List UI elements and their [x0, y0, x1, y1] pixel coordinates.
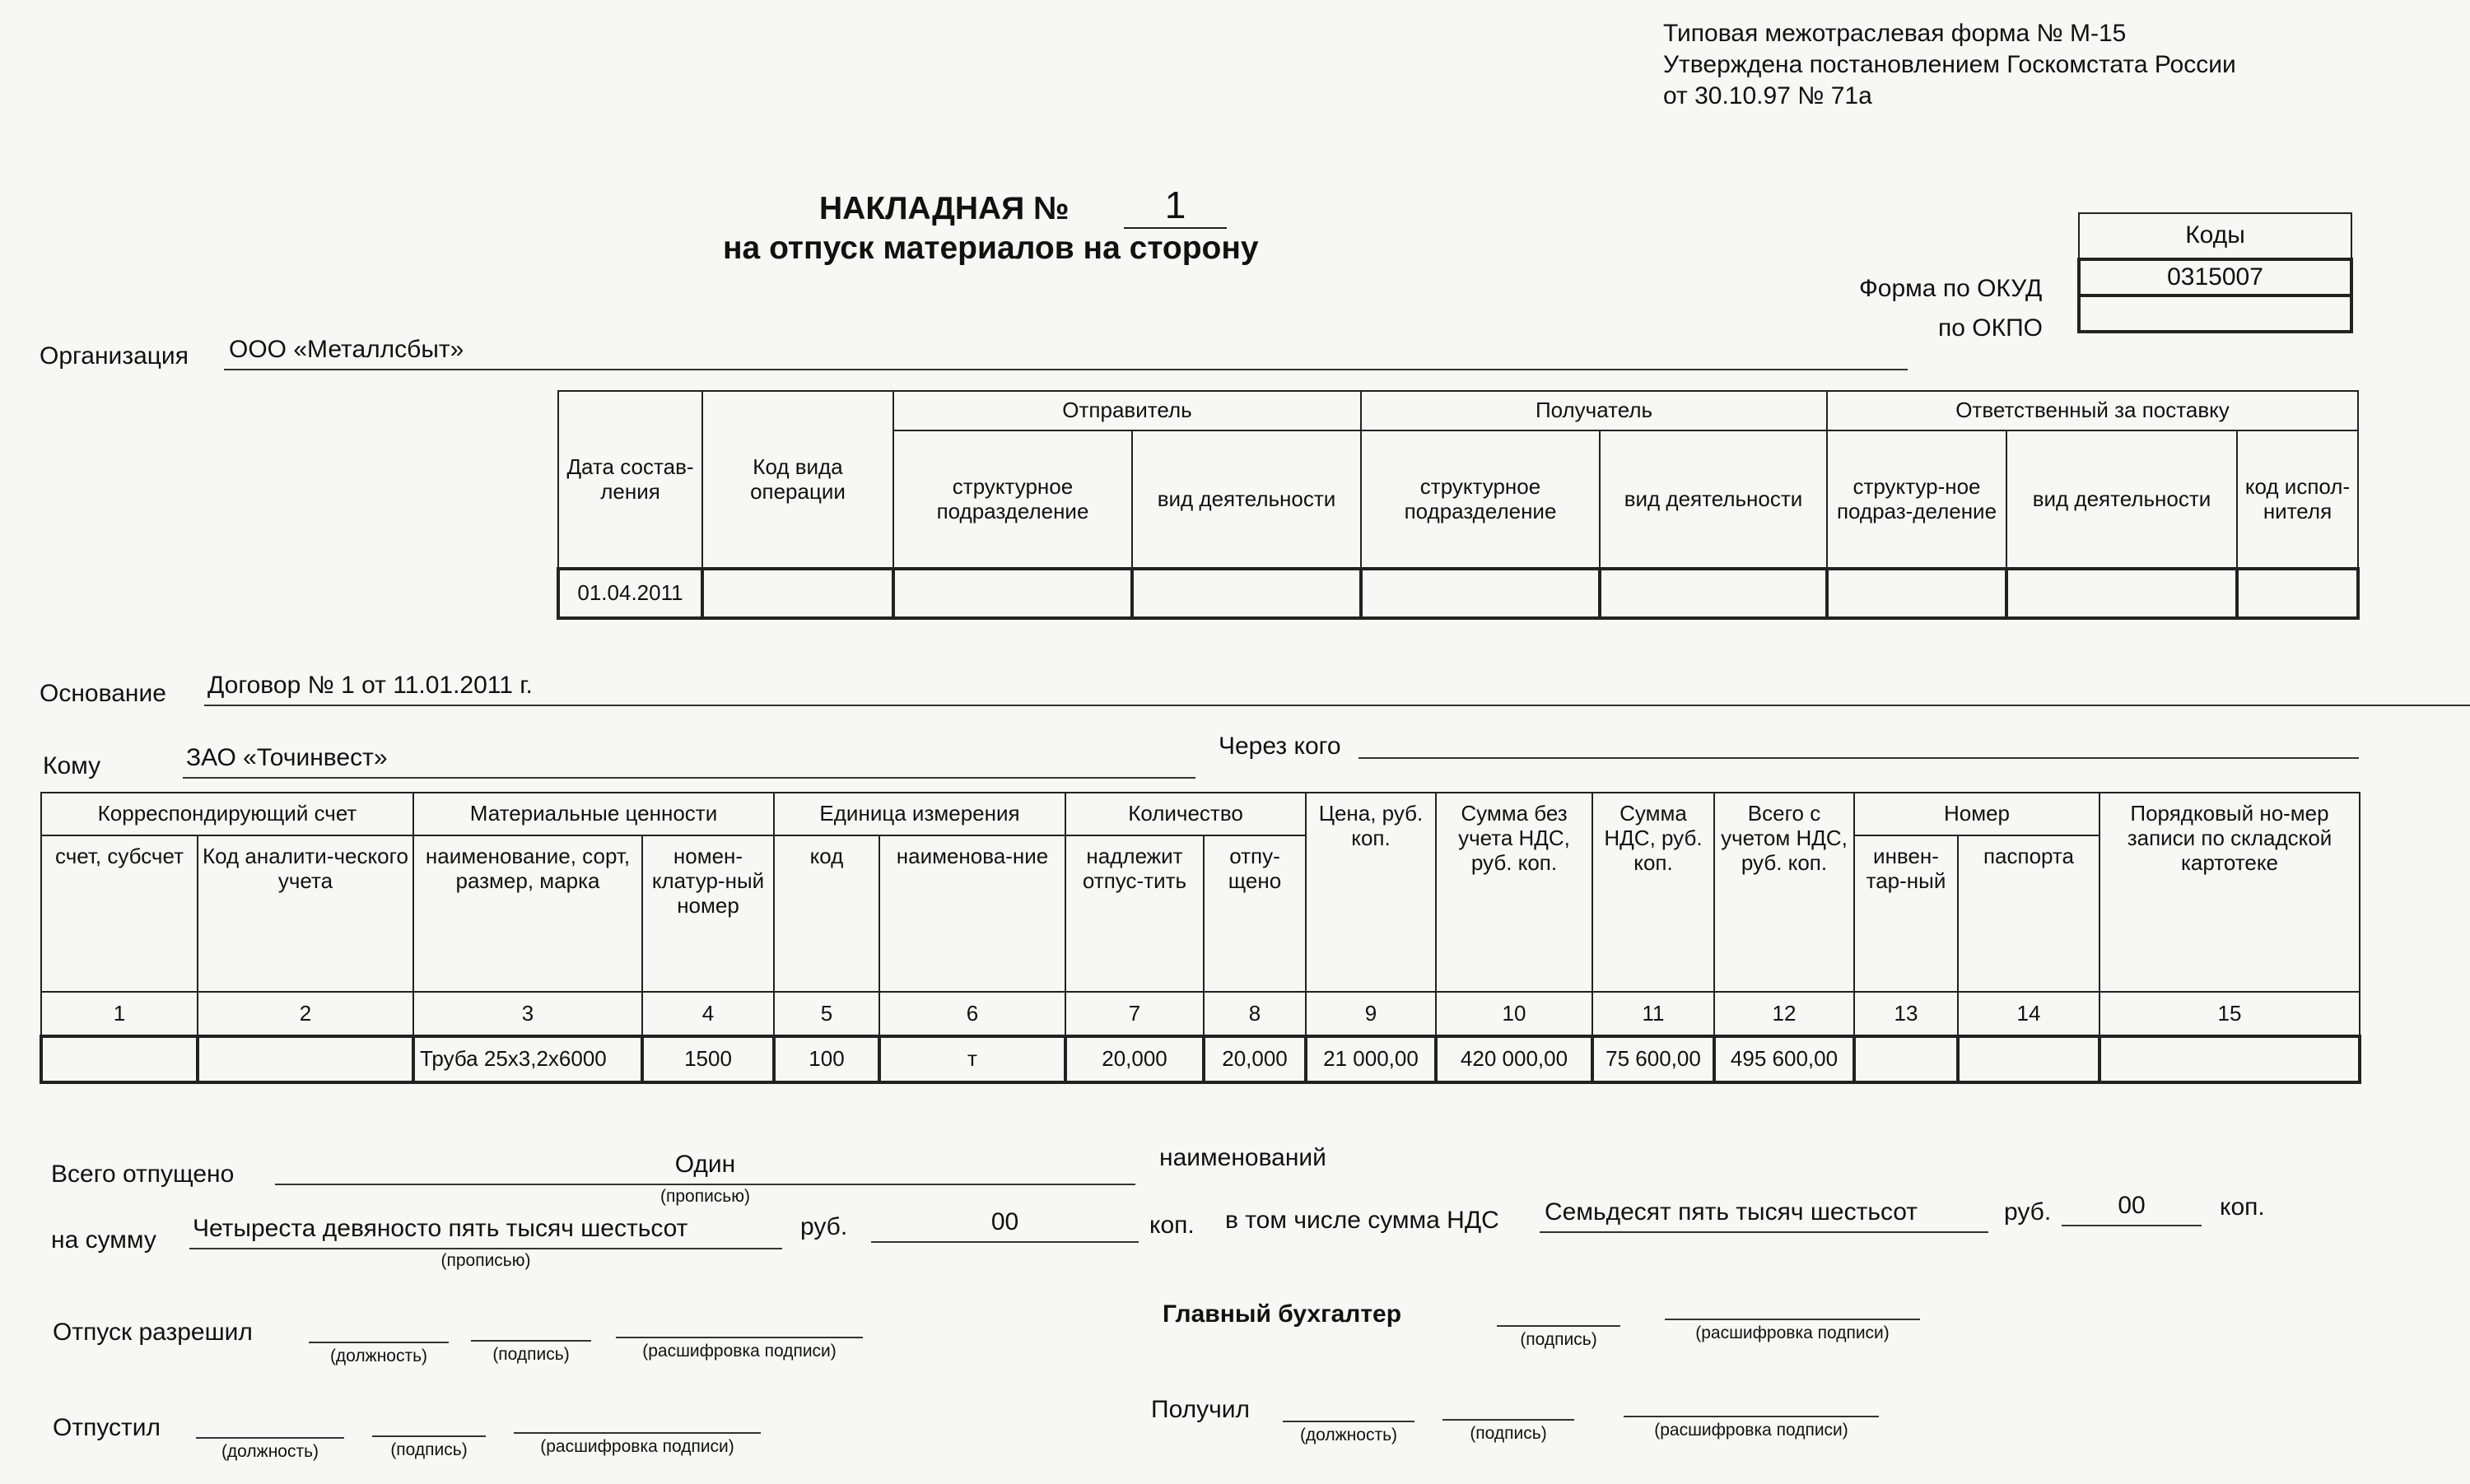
to-whom-label: Кому	[43, 752, 101, 779]
release-allowed-label: Отпуск разрешил	[53, 1319, 253, 1346]
okud-label: Форма по ОКУД	[1859, 275, 2043, 302]
released-decoding-line	[514, 1432, 761, 1434]
receiver-struct: структурное подразделение	[1361, 430, 1600, 569]
to-whom-value: ЗАО «Точинвест»	[183, 744, 1195, 779]
op-code-header: Код вида операции	[702, 391, 893, 569]
col-number: 13	[1854, 992, 1958, 1036]
released-decoding-caption: (расшифровка подписи)	[540, 1437, 734, 1456]
doc-number: 1	[1124, 183, 1227, 229]
basis-value: Договор № 1 от 11.01.2011 г.	[204, 672, 2470, 706]
top-table	[557, 390, 2360, 620]
row-sum-no-vat: 420 000,00	[1436, 1036, 1592, 1082]
vat-kop-value: 00	[2062, 1192, 2202, 1226]
through-value	[1358, 724, 2359, 759]
released-label: Всего отпущено	[51, 1161, 235, 1188]
received-decoding-line	[1624, 1416, 1879, 1417]
resp-struct-value	[1827, 569, 2006, 618]
row-unit-code: 100	[774, 1036, 879, 1082]
col-number: 3	[413, 992, 642, 1036]
chief-decoding-caption: (расшифровка подписи)	[1695, 1324, 1890, 1342]
receiver-activity-value	[1600, 569, 1827, 618]
release-allowed-signature-caption: (подпись)	[492, 1345, 570, 1364]
analytic-header: Код аналити-ческого учета	[198, 835, 413, 992]
release-allowed-position-line	[309, 1342, 449, 1343]
release-allowed-decoding-line	[616, 1337, 863, 1338]
row-total: 495 600,00	[1714, 1036, 1854, 1082]
unit-header: Единица измерения	[774, 793, 1065, 835]
sender-struct: структурное подразделение	[893, 430, 1132, 569]
qty-due-header: надлежит отпус-тить	[1065, 835, 1204, 992]
card-record-header: Порядковый но-мер записи по складской картотеке	[2100, 793, 2360, 992]
row-unit-name: т	[879, 1036, 1065, 1082]
sum-no-vat-header: Сумма без учета НДС, руб. коп.	[1436, 793, 1592, 992]
sender-struct-value	[893, 569, 1132, 618]
col-number: 2	[198, 992, 413, 1036]
vat-rub-label: руб.	[2004, 1198, 2052, 1226]
receiver-activity: вид деятельности	[1600, 430, 1827, 569]
date-value: 01.04.2011	[558, 569, 702, 618]
col-number: 8	[1204, 992, 1306, 1036]
released-signature-caption: (подпись)	[390, 1440, 468, 1459]
row-passport	[1958, 1036, 2100, 1082]
passport-header: паспорта	[1958, 835, 2100, 992]
col-number: 14	[1958, 992, 2100, 1036]
account-header: счет, субсчет	[41, 835, 198, 992]
organization-label: Организация	[40, 342, 189, 370]
col-number: 5	[774, 992, 879, 1036]
okpo-label: по ОКПО	[1938, 314, 2043, 342]
doc-subtitle: на отпуск материалов на сторону	[723, 230, 1259, 266]
received-decoding-caption: (расшифровка подписи)	[1654, 1421, 1848, 1440]
vat-header: Сумма НДС, руб. коп.	[1592, 793, 1714, 992]
chief-signature-caption: (подпись)	[1520, 1330, 1597, 1349]
inventory-header: инвен-тар-ный	[1854, 835, 1958, 992]
okud-value: 0315007	[2079, 259, 2351, 295]
nomen-header: номен-клатур-ный номер	[642, 835, 774, 992]
doc-title: НАКЛАДНАЯ №	[819, 191, 1070, 226]
total-header: Всего с учетом НДС, руб. коп.	[1714, 793, 1854, 992]
sum-kop-label: коп.	[1149, 1212, 1195, 1239]
sender-header: Отправитель	[893, 391, 1361, 430]
chief-accountant-label: Главный бухгалтер	[1163, 1300, 1402, 1328]
items-label: наименований	[1159, 1144, 1326, 1171]
executor-code-value	[2237, 569, 2358, 618]
sum-rub-label: руб.	[800, 1213, 848, 1240]
row-qty-due: 20,000	[1065, 1036, 1204, 1082]
vat-label: в том числе сумма НДС	[1225, 1207, 1499, 1234]
row-price: 21 000,00	[1306, 1036, 1436, 1082]
sum-label: на сумму	[51, 1226, 156, 1254]
row-inventory	[1854, 1036, 1958, 1082]
col-number: 7	[1065, 992, 1204, 1036]
resp-struct: структур-ное подраз-деление	[1827, 430, 2006, 569]
row-nomen: 1500	[642, 1036, 774, 1082]
received-label: Получил	[1151, 1396, 1250, 1423]
executor-code: код испол-нителя	[2237, 430, 2358, 569]
col-number: 9	[1306, 992, 1436, 1036]
unit-code-header: код	[774, 835, 879, 992]
release-allowed-position-caption: (должность)	[329, 1347, 428, 1365]
mat-name-header: наименование, сорт, размер, марка	[413, 835, 642, 992]
received-signature-caption: (подпись)	[1470, 1424, 1547, 1443]
sender-activity-value	[1132, 569, 1361, 618]
released-position-caption: (должность)	[221, 1442, 319, 1461]
release-allowed-decoding-caption: (расшифровка подписи)	[642, 1342, 837, 1361]
sum-words: Четыреста девяносто пять тысяч шестьсот	[189, 1215, 782, 1249]
form-type: Типовая межотраслевая форма № М-15	[1663, 20, 2127, 47]
unit-name-header: наименова-ние	[879, 835, 1065, 992]
qty-released-header: отпу-щено	[1204, 835, 1306, 992]
okpo-value	[2079, 295, 2351, 332]
resp-activity-value	[2006, 569, 2237, 618]
col-number: 15	[2100, 992, 2360, 1036]
codes-header: Коды	[2079, 213, 2351, 259]
date-header: Дата состав-ления	[558, 391, 702, 569]
received-position-caption: (должность)	[1299, 1426, 1398, 1444]
chief-signature-line	[1497, 1325, 1620, 1327]
row-vat: 75 600,00	[1592, 1036, 1714, 1082]
receiver-header: Получатель	[1361, 391, 1827, 430]
col-number: 11	[1592, 992, 1714, 1036]
basis-label: Основание	[40, 680, 166, 707]
col-number: 12	[1714, 992, 1854, 1036]
col-number: 10	[1436, 992, 1592, 1036]
receiver-struct-value	[1361, 569, 1600, 618]
col-number: 1	[41, 992, 198, 1036]
vat-kop-label: коп.	[2220, 1193, 2265, 1221]
price-header: Цена, руб. коп.	[1306, 793, 1436, 992]
row-account	[41, 1036, 198, 1082]
main-table	[40, 792, 2361, 1084]
number-header: Номер	[1854, 793, 2100, 835]
col-number: 4	[642, 992, 774, 1036]
table-row	[41, 1036, 2360, 1082]
corr-account-header: Корреспондирующий счет	[41, 793, 413, 835]
form-date: от 30.10.97 № 71а	[1663, 82, 1872, 109]
vat-words: Семьдесят пять тысяч шестьсот	[1540, 1198, 1988, 1233]
released-caption: (прописью)	[659, 1187, 750, 1206]
received-position-line	[1283, 1421, 1414, 1422]
sum-kop-value: 00	[871, 1208, 1139, 1243]
row-card	[2100, 1036, 2360, 1082]
op-code-value	[702, 569, 893, 618]
row-material-name: Труба 25х3,2х6000	[413, 1036, 642, 1082]
material-values-header: Материальные ценности	[413, 793, 774, 835]
col-number: 6	[879, 992, 1065, 1036]
organization-value: ООО «Металлсбыт»	[224, 336, 1908, 370]
form-approval: Утверждена постановлением Госкомстата России	[1663, 51, 2236, 78]
quantity-header: Количество	[1065, 793, 1306, 835]
sender-activity: вид деятельности	[1132, 430, 1361, 569]
row-qty-released: 20,000	[1204, 1036, 1306, 1082]
column-numbers-row	[41, 992, 2360, 1036]
resp-activity: вид деятельности	[2006, 430, 2237, 569]
released-position-line	[196, 1437, 344, 1439]
through-label: Через кого	[1219, 733, 1341, 760]
codes-table	[2077, 212, 2353, 333]
responsible-header: Ответственный за поставку	[1827, 391, 2358, 430]
received-signature-line	[1442, 1419, 1574, 1421]
released-signature-line	[372, 1435, 486, 1437]
row-analytic	[198, 1036, 413, 1082]
sum-caption: (прописью)	[440, 1251, 531, 1270]
released-by-label: Отпустил	[53, 1414, 161, 1441]
release-allowed-signature-line	[471, 1340, 591, 1342]
chief-decoding-line	[1665, 1319, 1920, 1320]
released-value: Один	[275, 1151, 1135, 1185]
form-header	[1663, 18, 2236, 112]
